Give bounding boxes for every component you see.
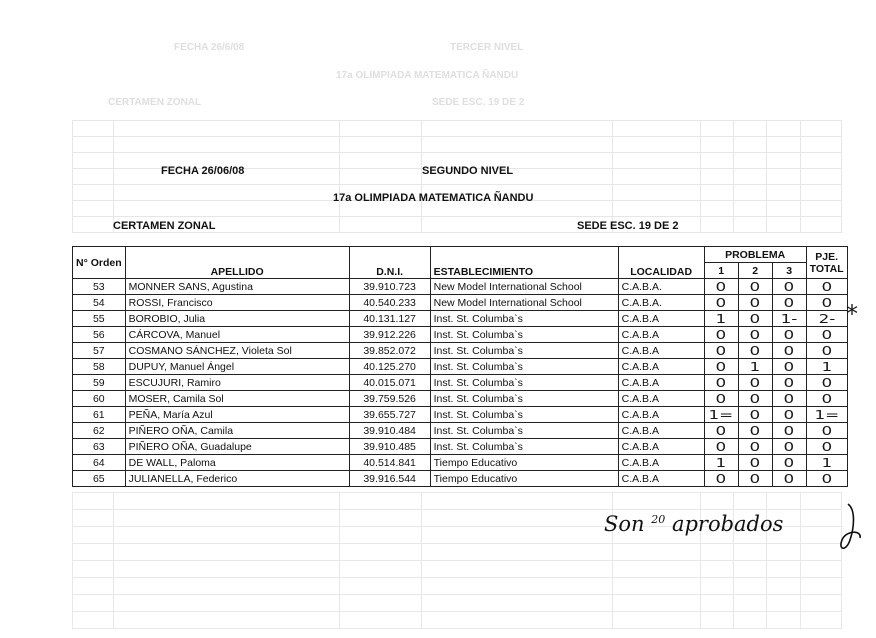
handwritten-score: 0 <box>821 471 832 486</box>
handwritten-score: 1= <box>814 407 840 422</box>
cell-total <box>806 391 847 407</box>
cell-apellido: DUPUY, Manuel Ángel <box>125 359 349 375</box>
cell-localidad: C.A.B.A <box>618 375 704 391</box>
cell-total <box>806 439 847 455</box>
cell-orden: 61 <box>73 407 126 423</box>
header-establecimiento: ESTABLECIMIENTO <box>430 247 618 279</box>
cell-problem-3 <box>772 359 806 375</box>
cell-localidad: C.A.B.A <box>618 471 704 487</box>
cell-problem-3 <box>772 375 806 391</box>
handwritten-score: 0 <box>749 455 761 470</box>
header-venue: SEDE ESC. 19 DE 2 <box>577 220 679 232</box>
cell-problem-2 <box>738 295 772 311</box>
cell-problem-3 <box>772 295 806 311</box>
table-row <box>73 471 848 487</box>
handwritten-score: 0 <box>715 295 727 310</box>
cell-orden: 59 <box>73 375 126 391</box>
table-row <box>73 327 848 343</box>
table-row <box>73 359 848 375</box>
header-orden: N° Orden <box>73 247 126 279</box>
note-son: Son <box>604 512 645 536</box>
cell-total <box>806 471 847 487</box>
cell-problem-3 <box>772 279 806 295</box>
cell-problem-2 <box>738 471 772 487</box>
cell-orden: 55 <box>73 311 126 327</box>
cell-localidad: C.A.B.A <box>618 407 704 423</box>
cell-establecimiento: Inst. St. Columba`s <box>430 311 618 327</box>
cell-problem-3 <box>772 471 806 487</box>
handwritten-score: 0 <box>783 391 795 406</box>
cell-problem-3 <box>772 423 806 439</box>
cell-localidad: C.A.B.A. <box>618 279 704 295</box>
cell-localidad: C.A.B.A <box>618 359 704 375</box>
header-problem-2: 2 <box>738 263 772 279</box>
note-aprobados: aprobados <box>671 512 784 536</box>
cell-problem-1 <box>704 455 738 471</box>
bleed-through-background: FECHA 26/6/08 TERCER NIVEL 17a OLIMPIADA MATEMATICA ÑANDU CERTAMEN ZONAL SEDE ESC. 19 DE 2 <box>0 0 876 638</box>
handwritten-score: 1- <box>780 311 798 326</box>
cell-establecimiento: Inst. St. Columba`s <box>430 359 618 375</box>
cell-total <box>806 423 847 439</box>
handwritten-score: 0 <box>821 343 832 358</box>
cell-localidad: C.A.B.A. <box>618 295 704 311</box>
handwritten-score: 0 <box>783 375 795 390</box>
handwritten-score: 0 <box>821 375 832 390</box>
cell-total <box>806 295 847 311</box>
cell-total <box>806 407 847 423</box>
header-localidad: LOCALIDAD <box>618 247 704 279</box>
cell-establecimiento: Inst. St. Columba`s <box>430 375 618 391</box>
handwritten-score: 0 <box>749 375 761 390</box>
cell-establecimiento: Inst. St. Columba`s <box>430 407 618 423</box>
cell-total <box>806 359 847 375</box>
handwritten-score: 0 <box>715 359 727 374</box>
cell-problem-1 <box>704 391 738 407</box>
handwritten-score: 0 <box>783 279 795 294</box>
header-olympiad-title: 17a OLIMPIADA MATEMATICA ÑANDU <box>333 192 534 204</box>
cell-problem-2 <box>738 279 772 295</box>
handwritten-score: 0 <box>715 279 727 294</box>
cell-problem-2 <box>738 423 772 439</box>
handwritten-score: 0 <box>715 471 727 486</box>
handwritten-score: 0 <box>821 327 832 342</box>
cell-apellido: DE WALL, Paloma <box>125 455 349 471</box>
handwritten-score: 1 <box>821 455 832 470</box>
signature-flourish <box>836 500 866 560</box>
header-pje-total: PJE. TOTAL <box>806 247 847 279</box>
cell-problem-1 <box>704 359 738 375</box>
cell-orden: 62 <box>73 423 126 439</box>
handwritten-score: 0 <box>783 327 795 342</box>
cell-problem-1 <box>704 375 738 391</box>
cell-localidad: C.A.B.A <box>618 423 704 439</box>
handwritten-score: 0 <box>715 391 727 406</box>
cell-dni: 40.514.841 <box>349 455 430 471</box>
header-problem-3: 3 <box>772 263 806 279</box>
table-row <box>73 295 848 311</box>
cell-problem-3 <box>772 455 806 471</box>
table-row <box>73 407 848 423</box>
cell-establecimiento: Inst. St. Columba`s <box>430 439 618 455</box>
cell-establecimiento: Tiempo Educativo <box>430 455 618 471</box>
cell-apellido: BOROBIO, Julia <box>125 311 349 327</box>
cell-problem-2 <box>738 439 772 455</box>
cell-dni: 40.015.071 <box>349 375 430 391</box>
table-row <box>73 279 848 295</box>
cell-orden: 58 <box>73 359 126 375</box>
cell-problem-3 <box>772 343 806 359</box>
cell-establecimiento: Inst. St. Columba`s <box>430 327 618 343</box>
header-date: FECHA 26/06/08 <box>161 165 245 177</box>
cell-apellido: COSMANO SÁNCHEZ, Violeta Sol <box>125 343 349 359</box>
cell-problem-2 <box>738 455 772 471</box>
handwritten-score: 0 <box>749 327 761 342</box>
handwritten-score: 1 <box>715 455 727 470</box>
cell-problem-1 <box>704 343 738 359</box>
cell-problem-3 <box>772 407 806 423</box>
handwritten-score: 0 <box>783 439 795 454</box>
header-dni: D.N.I. <box>349 247 430 279</box>
cell-total <box>806 455 847 471</box>
cell-orden: 54 <box>73 295 126 311</box>
cell-problem-3 <box>772 391 806 407</box>
cell-establecimiento: Inst. St. Columba`s <box>430 423 618 439</box>
handwritten-score: 0 <box>749 391 761 406</box>
handwritten-score: 0 <box>821 279 832 294</box>
table-row <box>73 375 848 391</box>
table-row <box>73 391 848 407</box>
cell-establecimiento: Inst. St. Columba`s <box>430 343 618 359</box>
cell-establecimiento: Inst. St. Columba`s <box>430 391 618 407</box>
handwritten-score: 0 <box>821 295 832 310</box>
cell-problem-1 <box>704 423 738 439</box>
handwritten-score: 0 <box>715 439 727 454</box>
handwritten-score: 0 <box>715 327 727 342</box>
cell-problem-2 <box>738 391 772 407</box>
header-apellido: APELLIDO <box>125 247 349 279</box>
handwritten-score: 1 <box>715 311 727 326</box>
cell-dni: 40.125.270 <box>349 359 430 375</box>
handwritten-score: 0 <box>749 439 761 454</box>
cell-orden: 56 <box>73 327 126 343</box>
cell-establecimiento: Tiempo Educativo <box>430 471 618 487</box>
cell-problem-2 <box>738 343 772 359</box>
cell-dni: 39.759.526 <box>349 391 430 407</box>
handwritten-score: 1= <box>708 407 734 422</box>
handwritten-score: 0 <box>783 423 795 438</box>
cell-problem-2 <box>738 327 772 343</box>
handwritten-score: 0 <box>715 423 727 438</box>
cell-problem-2 <box>738 407 772 423</box>
header-contest: CERTAMEN ZONAL <box>113 220 216 232</box>
handwritten-score: 0 <box>749 343 761 358</box>
note-count: 20 <box>651 513 666 526</box>
cell-orden: 63 <box>73 439 126 455</box>
handwritten-score: 0 <box>783 407 795 422</box>
handwritten-score: 0 <box>749 407 761 422</box>
handwritten-score: 0 <box>821 391 832 406</box>
asterisk-annotation: * <box>846 300 858 328</box>
cell-total <box>806 279 847 295</box>
cell-problem-1 <box>704 279 738 295</box>
cell-problem-2 <box>738 375 772 391</box>
handwritten-score: 0 <box>749 295 761 310</box>
cell-apellido: CÁRCOVA, Manuel <box>125 327 349 343</box>
cell-dni: 40.131.127 <box>349 311 430 327</box>
handwritten-score: 1 <box>749 359 761 374</box>
handwritten-score: 0 <box>821 423 832 438</box>
cell-problem-3 <box>772 439 806 455</box>
handwritten-score: 1 <box>821 359 832 374</box>
handwritten-score: 0 <box>749 311 761 326</box>
cell-problem-2 <box>738 311 772 327</box>
cell-total <box>806 375 847 391</box>
cell-localidad: C.A.B.A <box>618 439 704 455</box>
cell-establecimiento: New Model International School <box>430 279 618 295</box>
cell-apellido: MONNER SANS, Agustina <box>125 279 349 295</box>
cell-apellido: PEÑA, María Azul <box>125 407 349 423</box>
handwritten-score: 0 <box>715 343 727 358</box>
cell-problem-2 <box>738 359 772 375</box>
cell-dni: 39.910.485 <box>349 439 430 455</box>
cell-apellido: JULIANELLA, Federico <box>125 471 349 487</box>
handwritten-score: 0 <box>821 439 832 454</box>
handwritten-score: 0 <box>783 343 795 358</box>
cell-localidad: C.A.B.A <box>618 391 704 407</box>
cell-total <box>806 343 847 359</box>
cell-dni: 39.655.727 <box>349 407 430 423</box>
handwritten-score: 2- <box>818 311 836 326</box>
table-row <box>73 439 848 455</box>
table-row <box>73 455 848 471</box>
header-problem-1: 1 <box>704 263 738 279</box>
cell-problem-1 <box>704 471 738 487</box>
cell-problem-1 <box>704 295 738 311</box>
cell-dni: 39.916.544 <box>349 471 430 487</box>
cell-dni: 39.912.226 <box>349 327 430 343</box>
header-level: SEGUNDO NIVEL <box>422 165 514 177</box>
cell-problem-3 <box>772 311 806 327</box>
cell-total <box>806 311 847 327</box>
cell-orden: 60 <box>73 391 126 407</box>
handwritten-score: 0 <box>749 423 761 438</box>
cell-problem-1 <box>704 327 738 343</box>
cell-orden: 57 <box>73 343 126 359</box>
cell-problem-3 <box>772 327 806 343</box>
handwritten-score: 0 <box>749 279 761 294</box>
handwritten-score: 0 <box>783 455 795 470</box>
handwritten-score: 0 <box>715 375 727 390</box>
handwritten-score: 0 <box>749 471 761 486</box>
handwritten-score: 0 <box>783 359 795 374</box>
cell-localidad: C.A.B.A <box>618 455 704 471</box>
cell-orden: 65 <box>73 471 126 487</box>
cell-orden: 53 <box>73 279 126 295</box>
cell-apellido: PIÑERO OÑA, Guadalupe <box>125 439 349 455</box>
cell-apellido: PIÑERO OÑA, Camila <box>125 423 349 439</box>
cell-dni: 39.910.484 <box>349 423 430 439</box>
cell-localidad: C.A.B.A <box>618 343 704 359</box>
cell-apellido: ESCUJURI, Ramiro <box>125 375 349 391</box>
cell-dni: 39.910.723 <box>349 279 430 295</box>
table-row <box>73 343 848 359</box>
table-row <box>73 423 848 439</box>
cell-dni: 40.540.233 <box>349 295 430 311</box>
cell-apellido: MOSER, Camila Sol <box>125 391 349 407</box>
handwritten-score: 0 <box>783 295 795 310</box>
cell-orden: 64 <box>73 455 126 471</box>
cell-problem-1 <box>704 439 738 455</box>
handwritten-note <box>604 512 783 536</box>
cell-apellido: ROSSI, Francisco <box>125 295 349 311</box>
handwritten-score: 0 <box>783 471 795 486</box>
table-row <box>73 311 848 327</box>
results-table <box>72 246 848 487</box>
cell-localidad: C.A.B.A <box>618 327 704 343</box>
cell-problem-1 <box>704 407 738 423</box>
cell-establecimiento: New Model International School <box>430 295 618 311</box>
cell-localidad: C.A.B.A <box>618 311 704 327</box>
header-problema: PROBLEMA <box>704 247 806 263</box>
cell-dni: 39.852.072 <box>349 343 430 359</box>
cell-total <box>806 327 847 343</box>
cell-problem-1 <box>704 311 738 327</box>
